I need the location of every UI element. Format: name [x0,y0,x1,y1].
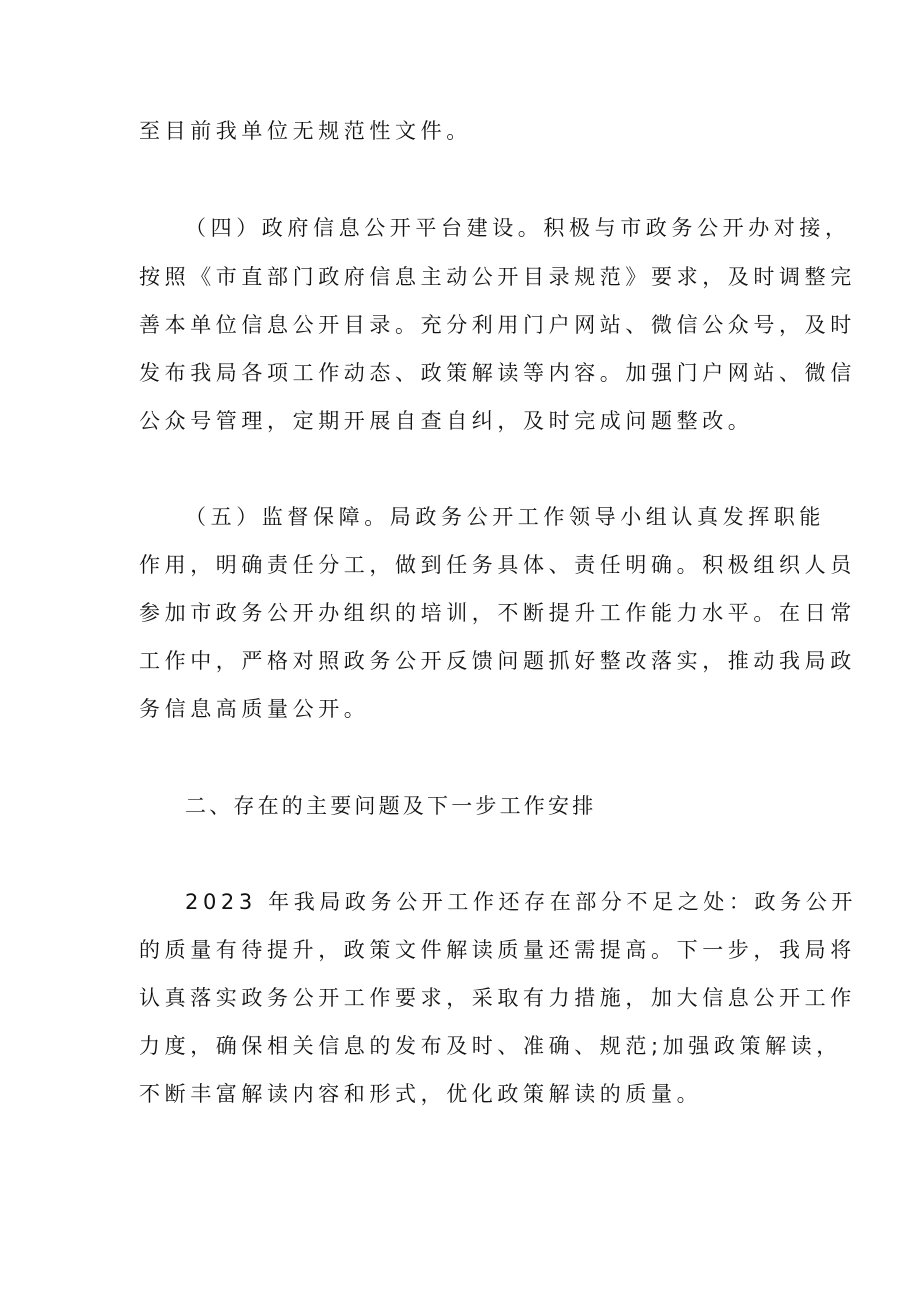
paragraph-line: 2023 年我局政务公开工作还存在部分不足之处：政务公开 [185,890,857,914]
paragraph-line: 公众号管理，定期开展自查自纠，及时完成问题整改。 [139,409,754,433]
section-heading: 二、存在的主要问题及下一步工作安排 [185,794,597,818]
paragraph-line: （四）政府信息公开平台建设。积极与市政务公开办对接， [185,216,851,240]
paragraph-line: 发布我局各项工作动态、政策解读等内容。加强门户网站、微信 [139,361,856,385]
paragraph-line: 至目前我单位无规范性文件。 [139,119,472,143]
paragraph-line: 按照《市直部门政府信息主动公开目录规范》要求，及时调整完 [139,265,856,289]
paragraph-line: （五）监督保障。局政务公开工作领导小组认真发挥职能 [185,505,825,529]
paragraph-line: 力度，确保相关信息的发布及时、准确、规范;加强政策解读， [139,1034,842,1058]
paragraph-line: 工作中，严格对照政务公开反馈问题抓好整改落实，推动我局政 [139,649,856,673]
paragraph-line: 认真落实政务公开工作要求，采取有力措施，加大信息公开工作 [139,986,856,1010]
paragraph-line: 的质量有待提升，政策文件解读质量还需提高。下一步，我局将 [139,938,856,962]
paragraph-line: 不断丰富解读内容和形式，优化政策解读的质量。 [139,1082,703,1106]
paragraph-line: 参加市政务公开办组织的培训，不断提升工作能力水平。在日常 [139,601,856,625]
paragraph-line: 作用，明确责任分工，做到任务具体、责任明确。积极组织人员 [139,553,856,577]
paragraph-line: 善本单位信息公开目录。充分利用门户网站、微信公众号，及时 [139,313,856,337]
paragraph-line: 务信息高质量公开。 [139,697,370,721]
